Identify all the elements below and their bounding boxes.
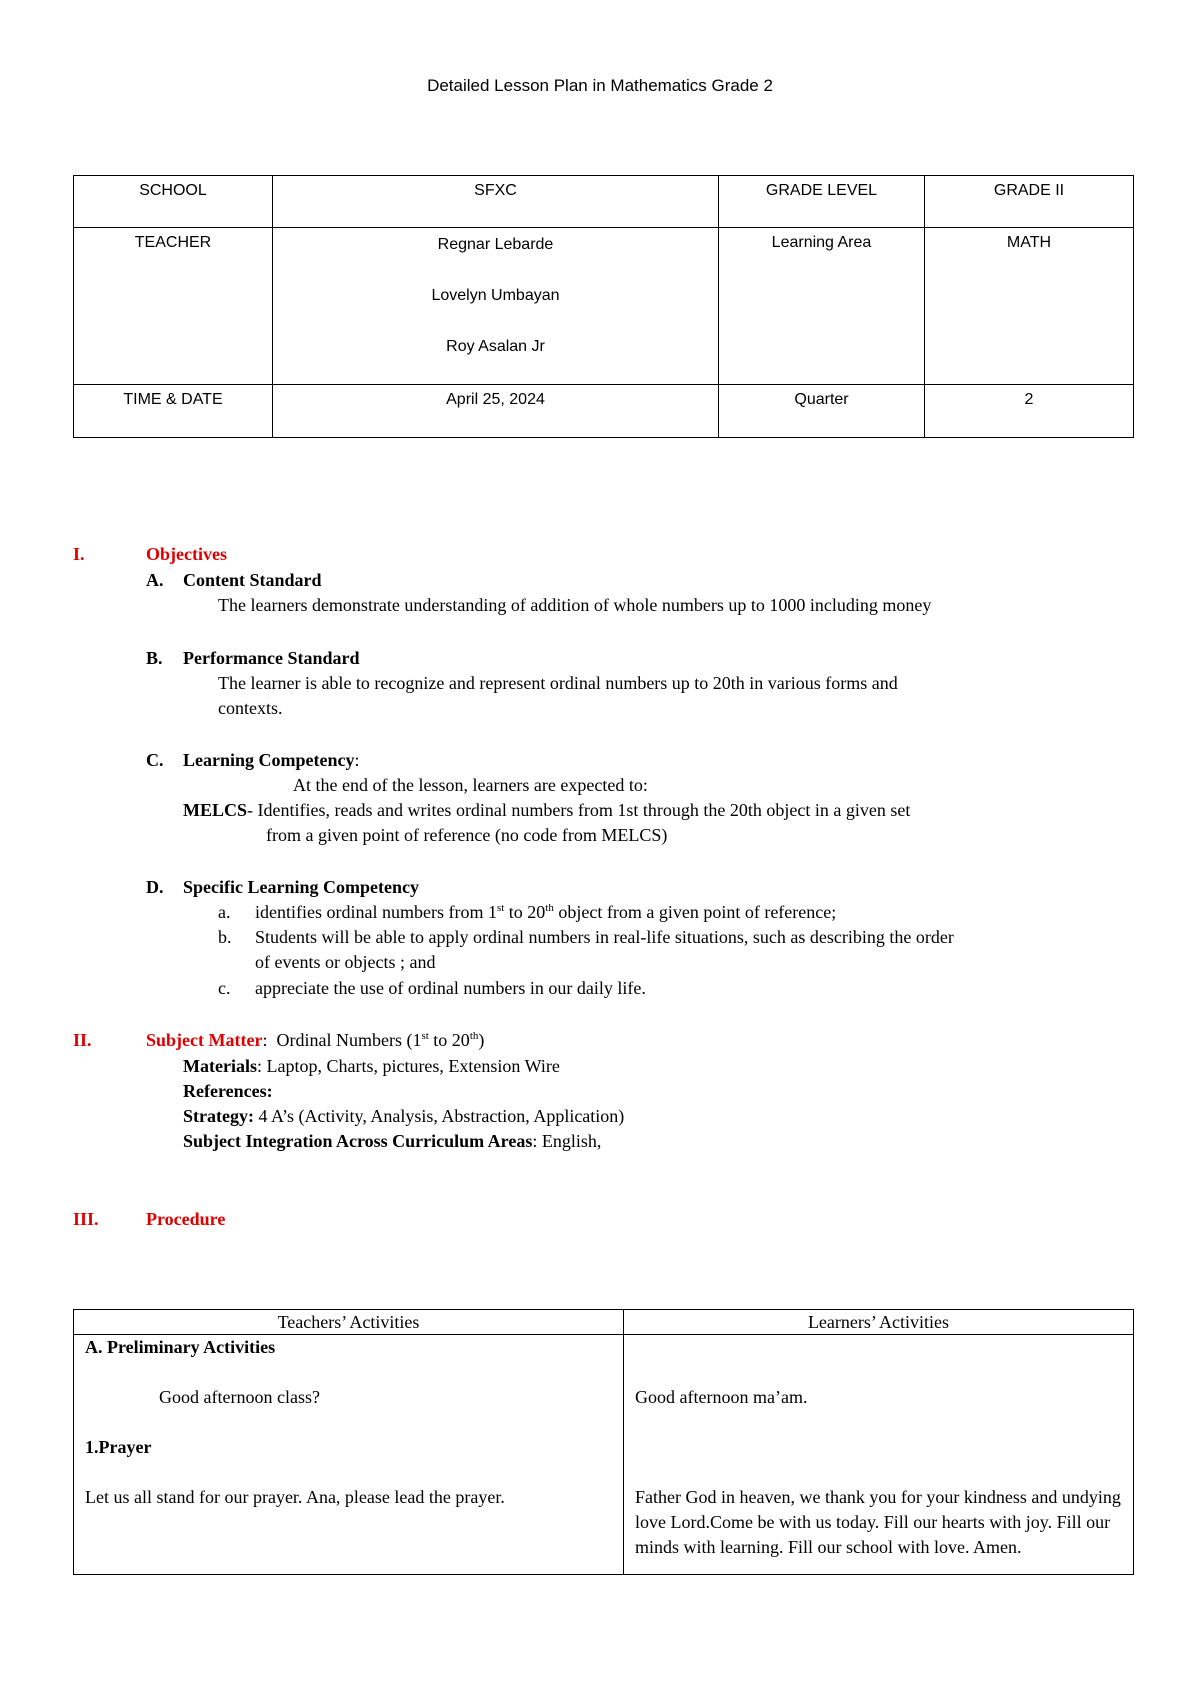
quarter-label: Quarter (719, 385, 925, 438)
preliminary-activities-heading: A. Preliminary Activities (85, 1337, 276, 1357)
melcs-label: MELCS (183, 800, 248, 820)
performance-standard-title: Performance Standard (183, 648, 360, 668)
learning-competency-letter: C. (146, 750, 164, 770)
lesson-info-table (73, 175, 1134, 438)
competency-item-letter: c. (218, 978, 231, 998)
content-standard-letter: A. (146, 570, 164, 590)
materials-label: Materials (183, 1056, 257, 1076)
subject-matter-heading: Subject Matter (146, 1030, 263, 1050)
competency-item-text: object from a given point of reference; (553, 902, 837, 922)
teacher-name: Roy Asalan Jr (446, 338, 545, 355)
content-standard-title: Content Standard (183, 570, 322, 590)
ordinal-suffix: th (545, 902, 554, 914)
references-label: References: (183, 1081, 273, 1101)
school-label: SCHOOL (74, 176, 273, 228)
teacher-prayer-instruction: Let us all stand for our prayer. Ana, please lead the prayer. (85, 1487, 505, 1507)
learning-competency-title: Learning Competency (183, 750, 355, 770)
competency-item-text: to 20 (504, 902, 546, 922)
teacher-names (273, 228, 719, 385)
school-value: SFXC (273, 176, 719, 228)
subject-matter-line (146, 1028, 484, 1053)
teacher-name: Lovelyn Umbayan (431, 287, 560, 304)
specific-competency-title: Specific Learning Competency (183, 877, 419, 897)
competency-item-text: identifies ordinal numbers from 1 (255, 902, 497, 922)
time-date-label: TIME & DATE (74, 385, 273, 438)
learning-competency-intro: At the end of the lesson, learners are expected to: (293, 775, 648, 795)
subject-matter-topic: to 20 (428, 1030, 470, 1050)
subject-matter-numeral: II. (73, 1030, 92, 1050)
specific-competency-letter: D. (146, 877, 164, 897)
teacher-name: Regnar Lebarde (437, 236, 554, 253)
learning-area-value: MATH (925, 228, 1134, 385)
performance-standard-text: The learner is able to recognize and represent ordinal numbers up to 20th in various forms and (218, 673, 898, 693)
procedure-table (73, 1309, 1134, 1575)
quarter-value: 2 (925, 385, 1134, 438)
procedure-numeral: III. (73, 1209, 99, 1229)
content-standard-text: The learners demonstrate understanding of addition of whole numbers up to 1000 including money (218, 595, 932, 615)
learners-activities-header: Learners’ Activities (624, 1310, 1134, 1335)
subject-matter-topic: ) (478, 1030, 485, 1050)
melcs-text: - Identifies, reads and writes ordinal numbers from 1st through the 20th object in a given set (247, 800, 911, 820)
subject-matter-topic: Ordinal Numbers (1 (267, 1030, 422, 1050)
learner-greeting: Good afternoon ma’am. (635, 1387, 808, 1407)
competency-item-text: Students will be able to apply ordinal numbers in real-life situations, such as describing the order (255, 927, 954, 947)
performance-standard-letter: B. (146, 648, 163, 668)
ordinal-suffix: st (496, 902, 505, 914)
competency-item-text: of events or objects ; and (255, 952, 436, 972)
ordinal-suffix: st (421, 1030, 429, 1042)
ordinal-suffix: th (469, 1030, 479, 1042)
competency-item (255, 900, 836, 925)
teacher-greeting: Good afternoon class? (159, 1387, 320, 1407)
integration-label: Subject Integration Across Curriculum Areas (183, 1131, 533, 1151)
document-title: Detailed Lesson Plan in Mathematics Grade 2 (427, 76, 773, 95)
teacher-label: TEACHER (74, 228, 273, 385)
melcs-line (183, 798, 910, 823)
performance-standard-text: contexts. (218, 698, 283, 718)
integration-text: : English, (532, 1131, 602, 1151)
learner-prayer: Father God in heaven, we thank you for your kindness and undying love Lord.Come be with us today. Fill our hearts with joy. Fill our minds with learning. Fill our school with love. Amen. (635, 1487, 1121, 1557)
teachers-activities-cell (74, 1335, 624, 1575)
strategy-label: Strategy: (183, 1106, 254, 1126)
strategy-line (183, 1104, 624, 1129)
objectives-numeral: I. (73, 544, 85, 564)
learners-activities-cell (624, 1335, 1134, 1575)
integration-line (183, 1129, 601, 1154)
strategy-text: 4 A’s (Activity, Analysis, Abstraction, Application) (253, 1106, 625, 1126)
teachers-activities-header: Teachers’ Activities (74, 1310, 624, 1335)
subject-matter-colon: : (262, 1030, 268, 1050)
competency-item-text: appreciate the use of ordinal numbers in our daily life. (255, 978, 646, 998)
materials-line (183, 1054, 560, 1079)
grade-level-value: GRADE II (925, 176, 1134, 228)
learning-area-label: Learning Area (719, 228, 925, 385)
time-date-value: April 25, 2024 (273, 385, 719, 438)
prayer-heading: 1.Prayer (85, 1437, 152, 1457)
competency-item-letter: a. (218, 902, 231, 922)
procedure-heading: Procedure (146, 1209, 226, 1229)
grade-level-label: GRADE LEVEL (719, 176, 925, 228)
melcs-text-continued: from a given point of reference (no code from MELCS) (266, 825, 668, 845)
competency-item-letter: b. (218, 927, 232, 947)
learning-competency-colon: : (354, 750, 360, 770)
learning-competency-heading (183, 748, 360, 773)
objectives-heading: Objectives (146, 544, 227, 564)
materials-text: : Laptop, Charts, pictures, Extension Wire (256, 1056, 560, 1076)
